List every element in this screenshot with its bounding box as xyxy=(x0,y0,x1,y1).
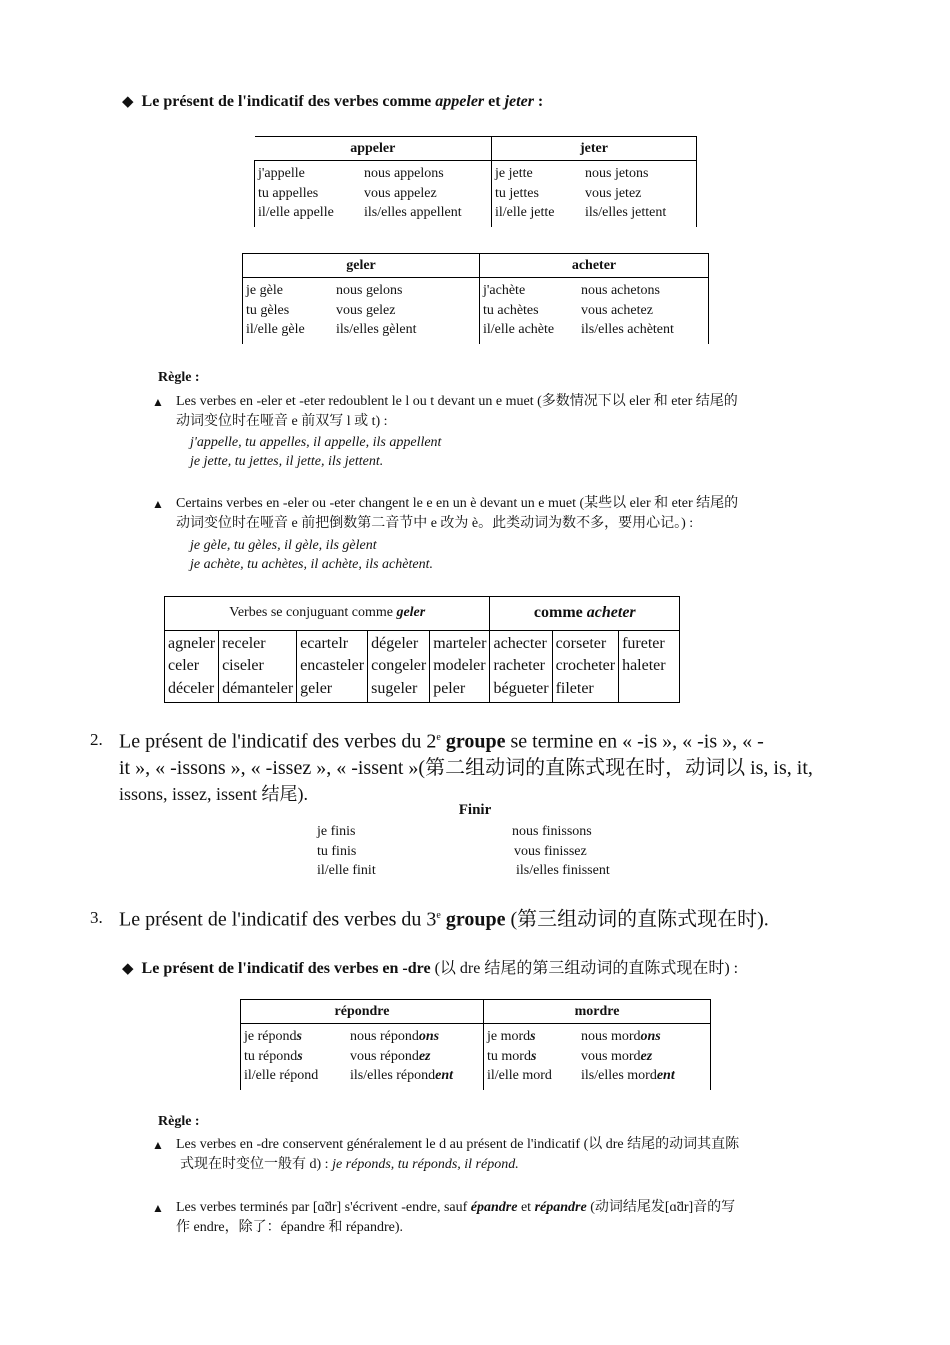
conj-col: nous mordons vous mordez ils/elles mordent xyxy=(578,1024,711,1090)
conj-col: j'appelle tu appelles il/elle appelle xyxy=(255,161,362,227)
verb-column: receler ciseler démanteler xyxy=(219,630,297,703)
verb-column: agneler celer déceler xyxy=(165,630,219,703)
table-header-comme-geler: Verbes se conjuguant comme geler xyxy=(165,597,490,631)
verb-column: fureter haleter xyxy=(619,630,680,703)
conj-col: nous appelons vous appelez ils/elles appellent xyxy=(361,161,492,227)
table-header-mordre: mordre xyxy=(484,1000,711,1024)
verb-column: dégeler congeler sugeler xyxy=(368,630,430,703)
triangle-bullet-icon: ▲ xyxy=(152,497,164,511)
table-header-comme-acheter: comme acheter xyxy=(490,597,680,631)
conj-col: je gèle tu gèles il/elle gèle xyxy=(243,278,334,344)
triangle-bullet-icon: ▲ xyxy=(152,1201,164,1215)
section-2-heading: Le présent de l'indicatif des verbes du 2e groupe se termine en « -is », « -is », « - it », « -issons », « -issez », « -issent »(第二组动词的直陈式现在时，动词以 is, is, it, issons, issez, issent 结尾). xyxy=(119,730,813,804)
table-header-geler: geler xyxy=(243,254,480,278)
conj-col: je mords tu mords il/elle mord xyxy=(487,1029,552,1083)
table-header-appeler: appeler xyxy=(255,137,492,161)
conj-col: nous gelons vous gelez ils/elles gèlent xyxy=(333,278,480,344)
regle-title: Règle : xyxy=(158,1114,200,1129)
rule-example: je gèle, tu gèles, il gèle, ils gèlent je achète, tu achètes, il achète, ils achètent. xyxy=(190,538,433,572)
finir-conjugation-singular: je finis tu finis il/elle finit xyxy=(317,824,376,878)
finir-title: Finir xyxy=(458,802,492,818)
section-number-3: 3. xyxy=(90,908,103,927)
verbs-like-geler-acheter-table xyxy=(164,596,680,703)
verb-column: marteler modeler peler xyxy=(430,630,490,703)
conjugation-table-appeler-jeter xyxy=(254,136,697,227)
verb-column: corseter crocheter fileter xyxy=(552,630,619,703)
section-heading-appeler: ◆ Le présent de l'indicatif des verbes comme appeler et jeter : xyxy=(122,93,544,110)
table-header-jeter: jeter xyxy=(492,137,697,161)
regle-title: Règle : xyxy=(158,370,200,385)
finir-conjugation-plural: nous finissons vous finissez ils/elles finissent xyxy=(512,824,610,878)
section-3-heading: Le présent de l'indicatif des verbes du 3e groupe (第三组动词的直陈式现在时). xyxy=(119,908,769,931)
conj-col: nous jetons vous jetez ils/elles jettent xyxy=(582,161,697,227)
conjugation-table-repondre-mordre xyxy=(240,999,711,1090)
diamond-bullet-icon: ◆ xyxy=(122,94,134,110)
conj-col: nous achetons vous achetez ils/elles achètent xyxy=(578,278,709,344)
verb-column: achecter racheter bégueter xyxy=(490,630,552,703)
triangle-bullet-icon: ▲ xyxy=(152,395,164,409)
conjugation-table-geler-acheter xyxy=(242,253,709,344)
section-number-2: 2. xyxy=(90,730,103,749)
triangle-bullet-icon: ▲ xyxy=(152,1138,164,1152)
conj-col: nous répondons vous répondez ils/elles répondent xyxy=(347,1024,484,1090)
rule-example: j'appelle, tu appelles, il appelle, ils appellent je jette, tu jettes, il jette, ils jettent. xyxy=(190,435,442,469)
conj-col: j'achète tu achètes il/elle achète xyxy=(483,283,555,337)
section-heading-dre: ◆ Le présent de l'indicatif des verbes en -dre (以 dre 结尾的第三组动词的直陈式现在时) : xyxy=(122,960,739,977)
rule-item: ▲ Les verbes en -dre conservent généralement le d au présent de l'indicatif (以 dre 结尾的动词其直陈 式现在时变位一般有 d) : je réponds, tu réponds, il répond. xyxy=(152,1137,740,1172)
conj-col: je réponds tu réponds il/elle répond xyxy=(241,1024,348,1090)
conj-col: je jette tu jettes il/elle jette xyxy=(495,166,555,220)
verb-column: ecartelr encasteler geler xyxy=(297,630,368,703)
table-header-acheter: acheter xyxy=(480,254,709,278)
table-header-repondre: répondre xyxy=(241,1000,484,1024)
rule-item: ▲ Les verbes terminés par [ɑ̃dr] s'écrivent -endre, sauf épandre et répandre (动词结尾发[ɑ̃dr]音的写 作 endre，除了：épandre 和 répandre). xyxy=(152,1200,736,1235)
rule-item: ▲ Certains verbes en -eler ou -eter changent le e en un è devant un e muet (某些以 eler 和 eter 结尾的 动词变位时在哑音 e 前把倒数第二音节中 e 改为 è。此类动词为数不多，要用心记。) : xyxy=(152,496,739,531)
rule-item: ▲ Les verbes en -eler et -eter redoublent le l ou t devant un e muet (多数情况下以 eler 和 eter 结尾的 动词变位时在哑音 e 前双写 l 或 t) : xyxy=(152,394,738,429)
diamond-bullet-icon: ◆ xyxy=(122,961,134,977)
